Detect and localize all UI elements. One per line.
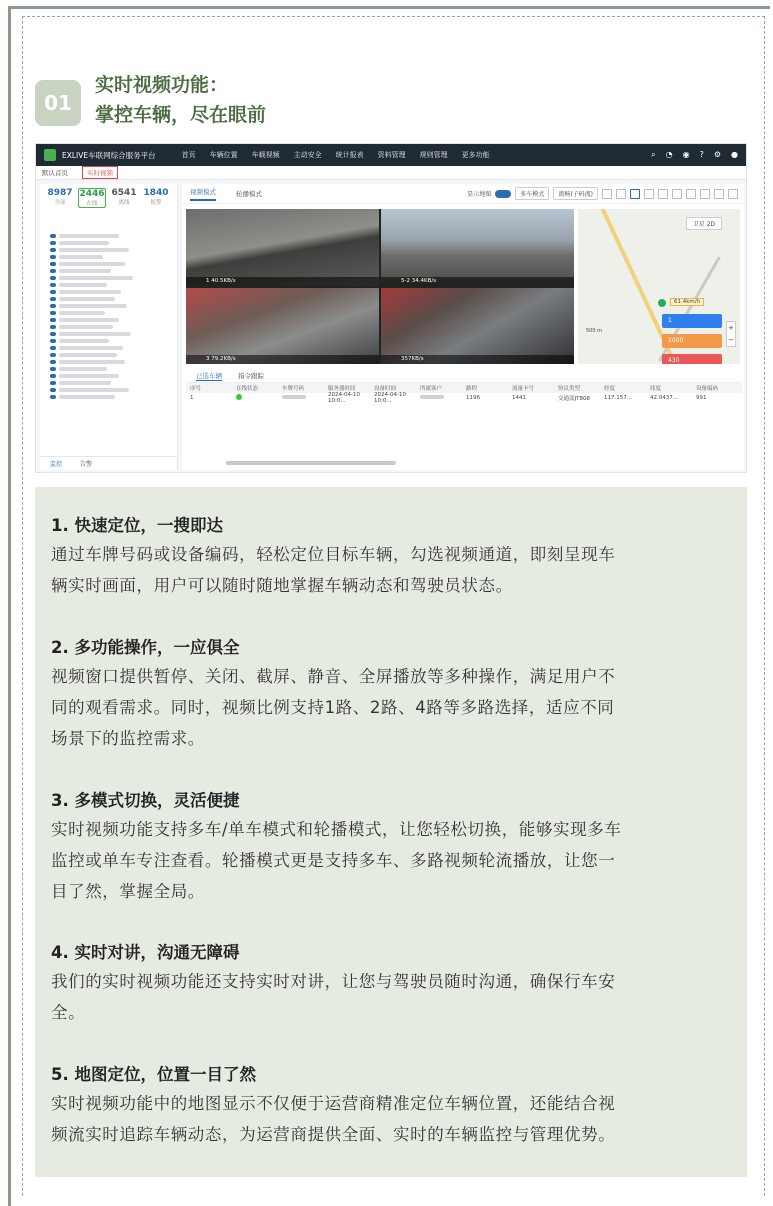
video-window[interactable] (381, 288, 574, 365)
tab-realtime-video[interactable]: 实时视频 (82, 166, 118, 179)
tab-carousel-mode[interactable]: 轮播模式 (236, 190, 262, 198)
feature-title: 4. 实时对讲，沟通无障碍 (51, 943, 240, 962)
feature-line: 同的观看需求。同时，视频比例支持1路、2路、4路等多路选择，适应不同 (51, 698, 615, 717)
nav-active-safety[interactable]: 主动安全 (293, 151, 322, 159)
video-caption: 357KB/s (381, 355, 574, 364)
video-window[interactable] (186, 288, 379, 365)
tab-selected-vehicles[interactable]: 已选车辆 (196, 371, 222, 380)
features-card (35, 487, 747, 1177)
layout-16-icon[interactable] (686, 189, 696, 199)
tab-alarm[interactable]: 告警 (80, 461, 93, 468)
section-title (95, 70, 266, 130)
map-scale: 500 m (586, 328, 603, 334)
feature-line: 我们的实时视频功能还支持实时对讲，让您与驾驶员随时沟通，确保行车安 (51, 972, 616, 991)
feature-line: 目了然，掌握全局。 (51, 882, 205, 901)
app-brand: EXLIVE车联网综合服务平台 (62, 150, 156, 160)
marker-popup-blue[interactable]: 1 (662, 314, 722, 328)
vehicle-stats (40, 184, 177, 212)
stat-online[interactable]: 2446 在线 (79, 189, 105, 207)
layout-6-icon[interactable] (644, 189, 654, 199)
map-toggle-label: 显示地图 (467, 191, 492, 198)
video-toolbar (467, 187, 738, 200)
tab-monitor[interactable]: 监控 (50, 461, 63, 468)
online-status-icon (236, 394, 242, 400)
search-icon[interactable]: ⌕ (651, 150, 656, 159)
app-nav (182, 150, 490, 160)
layout-1-icon[interactable] (602, 189, 612, 199)
table-header: 序号 在线状态 车牌号码 服务器时间 设备时间 所属客户 路程 流量卡号 协议类型 经度 纬度 设备编码 (186, 383, 742, 393)
tab-default-home[interactable]: 默认首页 (42, 169, 68, 177)
nav-vehicle-video[interactable]: 车载视频 (251, 151, 280, 159)
feature-2 (51, 635, 741, 754)
vehicle-table-panel (186, 369, 742, 469)
fullscreen-icon[interactable] (728, 189, 738, 199)
video-caption: 5-2 34.4KB/s (381, 277, 574, 286)
mode-select[interactable]: 多车模式 (515, 187, 549, 200)
snapshot-icon[interactable] (700, 189, 710, 199)
app-topbar (36, 144, 746, 166)
vehicle-tree[interactable] (50, 232, 160, 432)
feature-line: 辆实时画面，用户可以随时随地掌握车辆动态和驾驶员状态。 (51, 576, 513, 595)
nav-data-management[interactable]: 资料管理 (377, 151, 406, 159)
layout-9-icon[interactable] (672, 189, 682, 199)
nav-home[interactable]: 首页 (181, 151, 196, 159)
tab-video-mode[interactable]: 视频模式 (190, 187, 216, 201)
tab-command-tracking[interactable]: 指令跟踪 (238, 372, 264, 380)
nav-vehicle-location[interactable]: 车辆位置 (209, 151, 238, 159)
layout-4-icon[interactable] (630, 189, 640, 199)
video-grid (186, 209, 574, 364)
app-screenshot (35, 143, 747, 473)
speed-label: 61.4km/h (670, 298, 704, 306)
feature-line: 全。 (51, 1003, 86, 1022)
feature-4 (51, 940, 741, 1028)
section-number-badge: 01 (35, 80, 81, 126)
feature-line: 实时视频功能中的地图显示不仅便于运营商精准定位车辆位置，还能结合视 (51, 1094, 616, 1113)
section-heading (35, 70, 266, 130)
layout-8-icon[interactable] (658, 189, 668, 199)
feature-title: 2. 多功能操作，一应俱全 (51, 638, 240, 657)
stream-select[interactable]: 流畅(子码流) (553, 187, 598, 200)
table-row[interactable]: 1 2024-04-10 10:0... 2024-04-10 10:0... 1196 1441 交通部JT808 117.157... 42.0437... 991 (190, 392, 707, 404)
nav-more[interactable]: 更多功能 (461, 151, 490, 159)
stat-offline[interactable]: 6541 离线 (111, 188, 137, 206)
app-logo-icon (44, 149, 56, 161)
delete-icon[interactable] (714, 189, 724, 199)
feature-line: 场景下的监控需求。 (51, 729, 205, 748)
layout-2-icon[interactable] (616, 189, 626, 199)
section-title-line2: 掌控车辆，尽在眼前 (95, 104, 267, 126)
vehicle-sidebar (40, 184, 178, 470)
video-caption: 1 40.5KB/s (186, 277, 379, 286)
sidebar-bottom-tabs (40, 456, 178, 470)
video-window[interactable] (186, 209, 379, 286)
stat-alarm[interactable]: 1840 报警 (143, 188, 169, 206)
feature-line: 监控或单车专注查看。轮播模式更是支持多车、多路视频轮流播放，让您一 (51, 851, 616, 870)
feature-title: 5. 地图定位，位置一目了然 (51, 1065, 256, 1084)
settings-icon[interactable]: ⚙ (713, 150, 722, 159)
page-tabs (36, 166, 746, 180)
video-main-panel (182, 184, 744, 470)
vehicle-marker-icon[interactable] (658, 299, 666, 307)
map-panel[interactable] (578, 209, 740, 364)
feature-line: 实时视频功能支持多车/单车模式和轮播模式，让您轻松切换，能够实现多车 (51, 820, 622, 839)
alert-icon[interactable]: ◉ (682, 150, 690, 159)
marker-popup-orange[interactable]: 1000 (662, 334, 722, 348)
feature-line: 通过车牌号码或设备编码，轻松定位目标车辆，勾选视频通道，即刻呈现车 (51, 545, 616, 564)
lower-tabs (186, 369, 742, 383)
nav-reports[interactable]: 统计报表 (335, 151, 364, 159)
feature-5 (51, 1062, 741, 1150)
section-title-line1: 实时视频功能： (95, 74, 229, 96)
help-icon[interactable]: ? (699, 150, 704, 159)
bell-icon[interactable]: ◔ (665, 150, 673, 159)
stat-all[interactable]: 8987 全部 (47, 188, 73, 206)
map-layer-control[interactable]: 卫星 2D (686, 217, 722, 230)
horizontal-scrollbar[interactable] (226, 461, 396, 465)
nav-rules[interactable]: 规则管理 (419, 151, 448, 159)
topbar-icons (651, 150, 738, 160)
avatar[interactable]: ● (731, 150, 738, 159)
feature-3 (51, 788, 741, 907)
video-window[interactable] (381, 209, 574, 286)
zoom-control[interactable]: + − (726, 321, 736, 347)
map-toggle[interactable] (495, 190, 511, 198)
feature-title: 1. 快速定位，一搜即达 (51, 516, 223, 535)
feature-title: 3. 多模式切换，灵活便捷 (51, 791, 240, 810)
feature-line: 频流实时追踪车辆动态，为运营商提供全面、实时的车辆监控与管理优势。 (51, 1125, 616, 1144)
video-caption: 3 79.2KB/s (186, 355, 379, 364)
feature-line: 视频窗口提供暂停、关闭、截屏、静音、全屏播放等多种操作，满足用户不 (51, 667, 616, 686)
feature-1 (51, 513, 741, 601)
marker-popup-red[interactable]: 430 (662, 354, 722, 364)
